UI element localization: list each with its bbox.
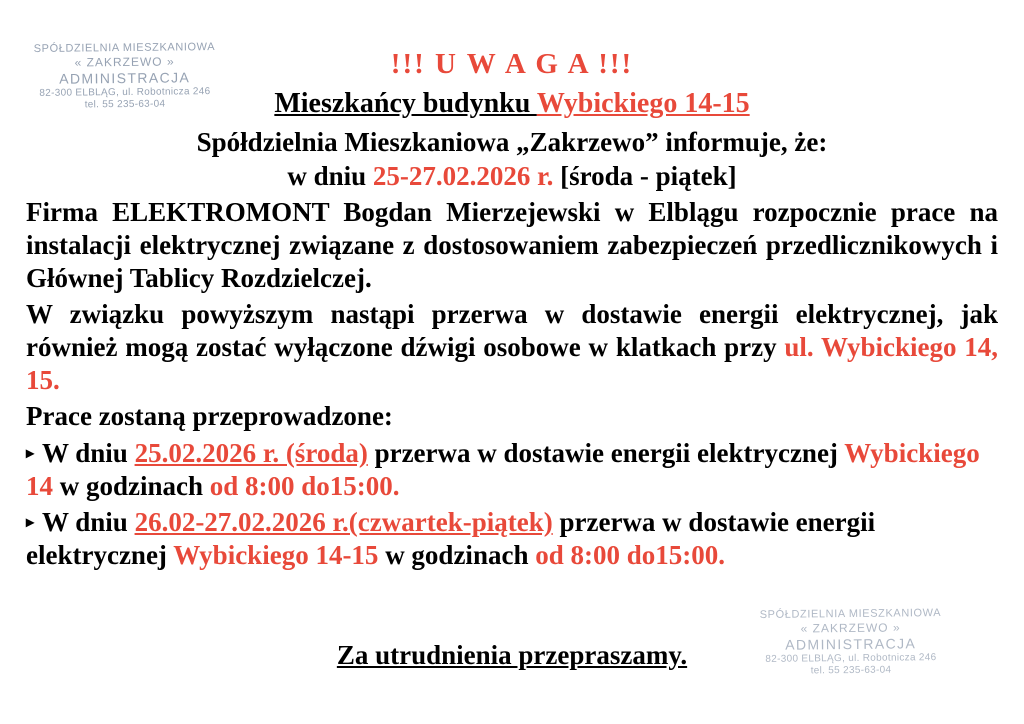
paragraph-outage-text: W związku powyższym nastąpi przerwa w dostawie energii elektrycznej, jak również mogą zostać wyłączone dźwigi osobowe w klatkach przy: [26, 299, 998, 362]
stamp-line-1: SPÓŁDZIELNIA MIESZKANIOWA: [759, 607, 942, 621]
schedule-1-hours: od 8:00 do15:00.: [209, 470, 400, 501]
schedule-2-part1: W dniu: [42, 507, 135, 538]
schedule-item-1: [26, 437, 998, 502]
schedule-1-address: Wybickiego 14: [26, 437, 980, 501]
subheading-address: Wybickiego 14-15: [536, 88, 750, 119]
stamp-line-5: tel. 55 235-63-04: [84, 98, 166, 111]
schedule-1-part2: przerwa w dostawie energii elektrycznej: [367, 437, 845, 468]
date-line: [26, 160, 998, 192]
paragraph-works-start: Firma ELEKTROMONT Bogdan Mierzejewski w Elblągu rozpocznie prace na instalacji elektrycznej związane z dostosowaniem zabezpieczeń przedlicznikowych i Głównej Tablicy Rozdzielczej.: [26, 197, 998, 293]
stamp-line-4: 82-300 ELBLĄG, ul. Robotnicza 246: [765, 652, 937, 666]
schedule-2-hours: od 8:00 do15:00.: [535, 539, 725, 570]
paragraph-outage-address: ul. Wybickiego 14, 15.: [26, 332, 998, 395]
stamp-line-3: ADMINISTRACJA: [785, 635, 917, 653]
subheading-prefix: Mieszkańcy budynku: [274, 88, 537, 119]
stamp-line-2: « ZAKRZEWO »: [800, 620, 901, 636]
page-title: !!! U W A G A !!!: [390, 48, 634, 80]
schedule-1-part3: w godzinach: [53, 470, 210, 501]
stamp-line-3: ADMINISTRACJA: [59, 69, 191, 87]
schedule-item-2: [26, 506, 998, 571]
date-line-suffix: [środa - piątek]: [553, 160, 737, 191]
schedule-2-part3: w godzinach: [378, 539, 536, 570]
schedule-1-date: 25.02.2026 r. (środa): [134, 437, 368, 468]
schedule-2-address: Wybickiego 14-15: [173, 539, 379, 570]
schedule-1-part1: W dniu: [42, 437, 135, 468]
stamp-line-4: 82-300 ELBLĄG, ul. Robotnicza 246: [39, 86, 211, 100]
intro-line: Spółdzielnia Mieszkaniowa „Zakrzewo” informuje, że:: [196, 126, 828, 157]
paragraph-outage-info: [26, 298, 998, 396]
date-line-date: 25-27.02.2026 r.: [372, 160, 554, 191]
stamp-line-1: SPÓŁDZIELNIA MIESZKANIOWA: [33, 41, 216, 55]
bullet-marker-icon: ▸: [26, 514, 35, 532]
subheading: [26, 87, 998, 121]
paragraph-schedule-lead: Prace zostaną przeprowadzone:: [26, 401, 393, 432]
schedule-2-part2: przerwa w dostawie energii elektrycznej: [26, 507, 876, 570]
stamp-line-2: « ZAKRZEWO »: [74, 54, 175, 70]
apology-footer: Za utrudnienia przepraszamy.: [336, 640, 688, 670]
stamp-line-5: tel. 55 235-63-04: [810, 664, 892, 677]
bullet-marker-icon: ▸: [26, 444, 35, 462]
schedule-2-date: 26.02-27.02.2026 r.(czwartek-piątek): [134, 507, 553, 538]
date-line-prefix: w dniu: [287, 160, 373, 191]
